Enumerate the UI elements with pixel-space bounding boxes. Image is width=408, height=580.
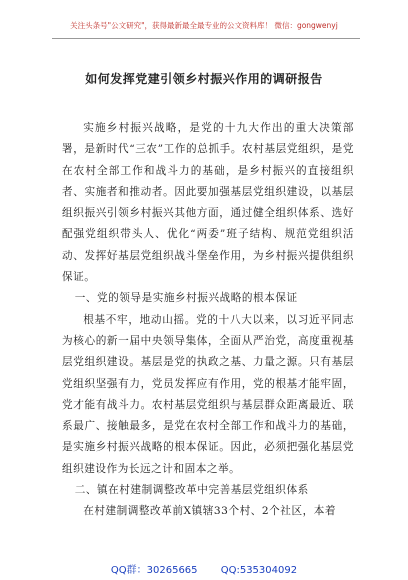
body-paragraph: 在村建制调整改革前Ⅹ镇辖33个村、2个社区，本着 — [83, 505, 337, 518]
qq-contact-link[interactable]: QQ:535304092 — [220, 565, 298, 576]
document-title: 如何发挥党建引领乡村振兴作用的调研报告 — [85, 72, 323, 86]
body-paragraph: 根基不牢，地动山摇。党的十八大以来，以习近平同志为核心的新一届中央领导集体，全面从严治党，高度重视基层党组织建设。基层是党的执政之基、力量之源。只有基层党组织坚强有力，党员发挥应有作用，党的根基才能牢固，党才能有战斗力。农村基层党组织与基层群众距离最近、联系最广、接触最多，是党在农村全部工作和战斗力的基础，是实施乡村振兴战略的根本保证。因此，必须把强化基层党组织建设作为长远之计和固本之举。 — [62, 313, 354, 475]
qq-group-link[interactable]: QQ群：30265665 — [110, 565, 198, 576]
document-body — [62, 118, 354, 523]
section-heading: 一、党的领导是实施乡村振兴战略的根本保证 — [74, 292, 298, 305]
header-banner: 关注头条号"公文研究"，获得最新最全最专业的公文资料库！ 微信：gongwenyj — [70, 21, 338, 30]
section-heading: 二、镇在村建制调整改革中完善基层党组织体系 — [74, 484, 309, 497]
header-divider — [52, 38, 360, 39]
footer-contact — [0, 561, 408, 576]
body-paragraph: 实施乡村振兴战略，是党的十九大作出的重大决策部署，是新时代“三农”工作的总抓手。农村基层党组织，是党在农村全部工作和战斗力的基础，是乡村振兴的直接组织者、实施者和推动者。因此要加强基层党组织建设，以基层组织振兴引领乡村振兴其他方面，通过健全组织体系、选好配强党组织带头人、优化“两委”班子结构、规范党组织活动、发挥好基层党组织战斗堡垒作用，为乡村振兴提供组织保证。 — [62, 122, 354, 284]
